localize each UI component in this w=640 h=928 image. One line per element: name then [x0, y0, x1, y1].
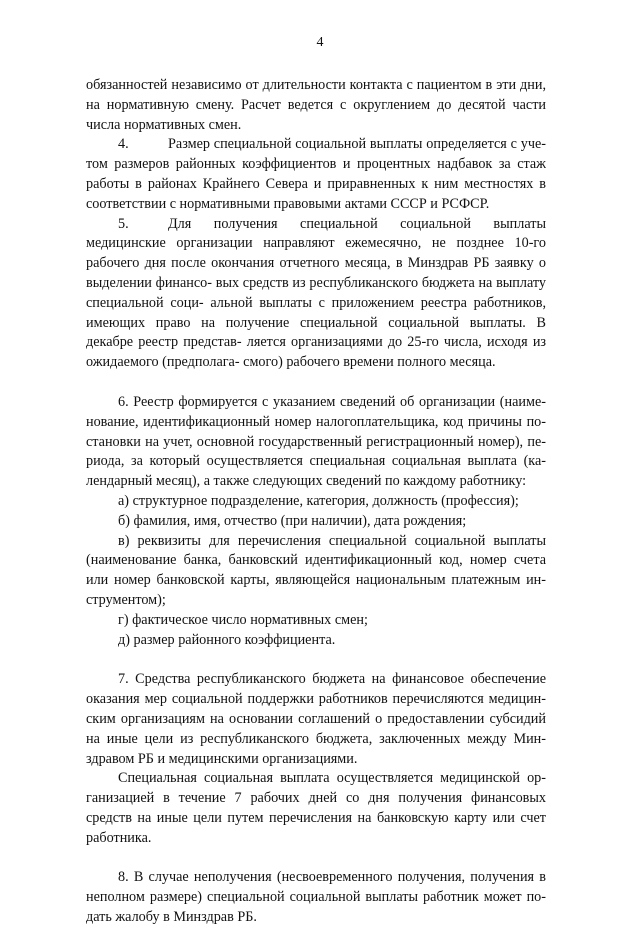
paragraph-number: 4. — [118, 136, 129, 153]
text-line: Специальная социальная выплата осуществляется медицинской ор- — [118, 770, 546, 787]
subitem-d: д) размер районного коэффициента. — [118, 631, 336, 648]
text-line: 6. Реестр формируется с указанием сведений об организации (наиме- — [118, 393, 546, 410]
paragraph-4 — [86, 135, 546, 214]
text-line: или номер банковской карты, являющейся национальным платежным ин- — [86, 572, 546, 589]
text-line: риода, за который осуществляется специальная социальная выплата (ка- — [86, 453, 546, 470]
text-line: работника. — [86, 829, 152, 846]
text-line: в) реквизиты для перечисления специальной социальной выплаты — [118, 532, 546, 549]
text-line: окончания отчетного месяца, в Минздрав РБ заявку о выделении финансо- — [86, 255, 546, 291]
text-line: ганизацией в течение 7 рабочих дней со дня получения финансовых — [86, 790, 546, 807]
text-line: числа нормативных смен. — [86, 116, 242, 133]
text-line: дать жалобу в Минздрав РБ. — [86, 909, 257, 926]
paragraph-6 — [86, 393, 546, 492]
text-line: на нормативную смену. Расчет ведется с округлением до десятой части — [86, 96, 546, 113]
text-line: оказания мер социальной поддержки работников перечисляются медицин- — [86, 691, 546, 708]
text-line: ляется организациями до 25-го числа, исходя из ожидаемого (предполага- — [86, 334, 547, 371]
text-line: (наименование банка, банковский идентификационный код, номер счета — [86, 552, 546, 569]
text-line: Для получения специальной социальной выплаты медицинские — [86, 215, 546, 252]
continuation-paragraph — [86, 76, 546, 135]
paragraph-spacer — [86, 650, 546, 670]
text-line: вых средств из республиканского бюджета на выплату специальной соци- — [86, 274, 547, 311]
document-body — [86, 76, 546, 928]
text-line: получение специальной социальной выплаты. В декабре реестр представ- — [86, 314, 546, 351]
text-line: становки на учет, основной государственный регистрационный номер), пе- — [86, 433, 546, 450]
text-line: альной выплаты с приложением реестра работников, имеющих право на — [86, 294, 546, 331]
paragraph-spacer — [86, 848, 546, 868]
text-line: Размер специальной социальной выплаты определяется с уче- — [168, 136, 546, 153]
text-line: струментом); — [86, 591, 166, 608]
text-line: том размеров районных коэффициентов и процентных надбавок за стаж — [86, 156, 546, 173]
text-line: организации направляют ежемесячно, не позднее 10-го рабочего дня после — [86, 235, 546, 272]
subitem-b: б) фамилия, имя, отчество (при наличии), дата рождения; — [118, 512, 467, 529]
text-line: соответствии с нормативными правовыми актами СССР и РСФСР. — [86, 195, 490, 212]
paragraph-7 — [86, 670, 546, 769]
text-line: здравом РБ и медицинскими организациями. — [86, 750, 358, 767]
subitem-v — [86, 532, 546, 611]
text-line: 7. Средства республиканского бюджета на финансовое обеспечение — [118, 671, 546, 688]
text-line: работы в районах Крайнего Севера и приравненных к ним местностях в — [86, 175, 546, 192]
page-number: 4 — [316, 35, 324, 50]
text-line: лендарный месяц), а также следующих сведений по каждому работнику: — [86, 473, 527, 490]
paragraph-number: 5. — [118, 215, 129, 232]
text-line: средств на иные цели путем перечисления на банковскую карту или счет — [86, 809, 546, 826]
text-line: на иные цели из республиканского бюджета, заключенных между Мин- — [86, 730, 546, 747]
subitem-g: г) фактическое число нормативных смен; — [118, 611, 368, 628]
text-line: обязанностей независимо от длительности контакта с пациентом в эти дни, — [86, 77, 546, 93]
text-line: нование, идентификационный номер налогоплательщика, код причины по- — [86, 413, 546, 430]
paragraph-spacer — [86, 373, 546, 393]
text-line: ским организациям на основании соглашений о предоставлении субсидий — [86, 710, 546, 727]
text-line: 8. В случае неполучения (несвоевременного получения, получения в — [118, 869, 546, 886]
paragraph-7-continued — [86, 769, 546, 848]
paragraph-5 — [86, 215, 546, 373]
text-line: смого) рабочего времени полного месяца. — [243, 354, 496, 371]
subitem-a: а) структурное подразделение, категория, должность (профессия); — [118, 492, 519, 509]
text-line: неполном размере) специальной социальной выплаты работник может по- — [86, 889, 546, 906]
paragraph-8 — [86, 868, 546, 927]
